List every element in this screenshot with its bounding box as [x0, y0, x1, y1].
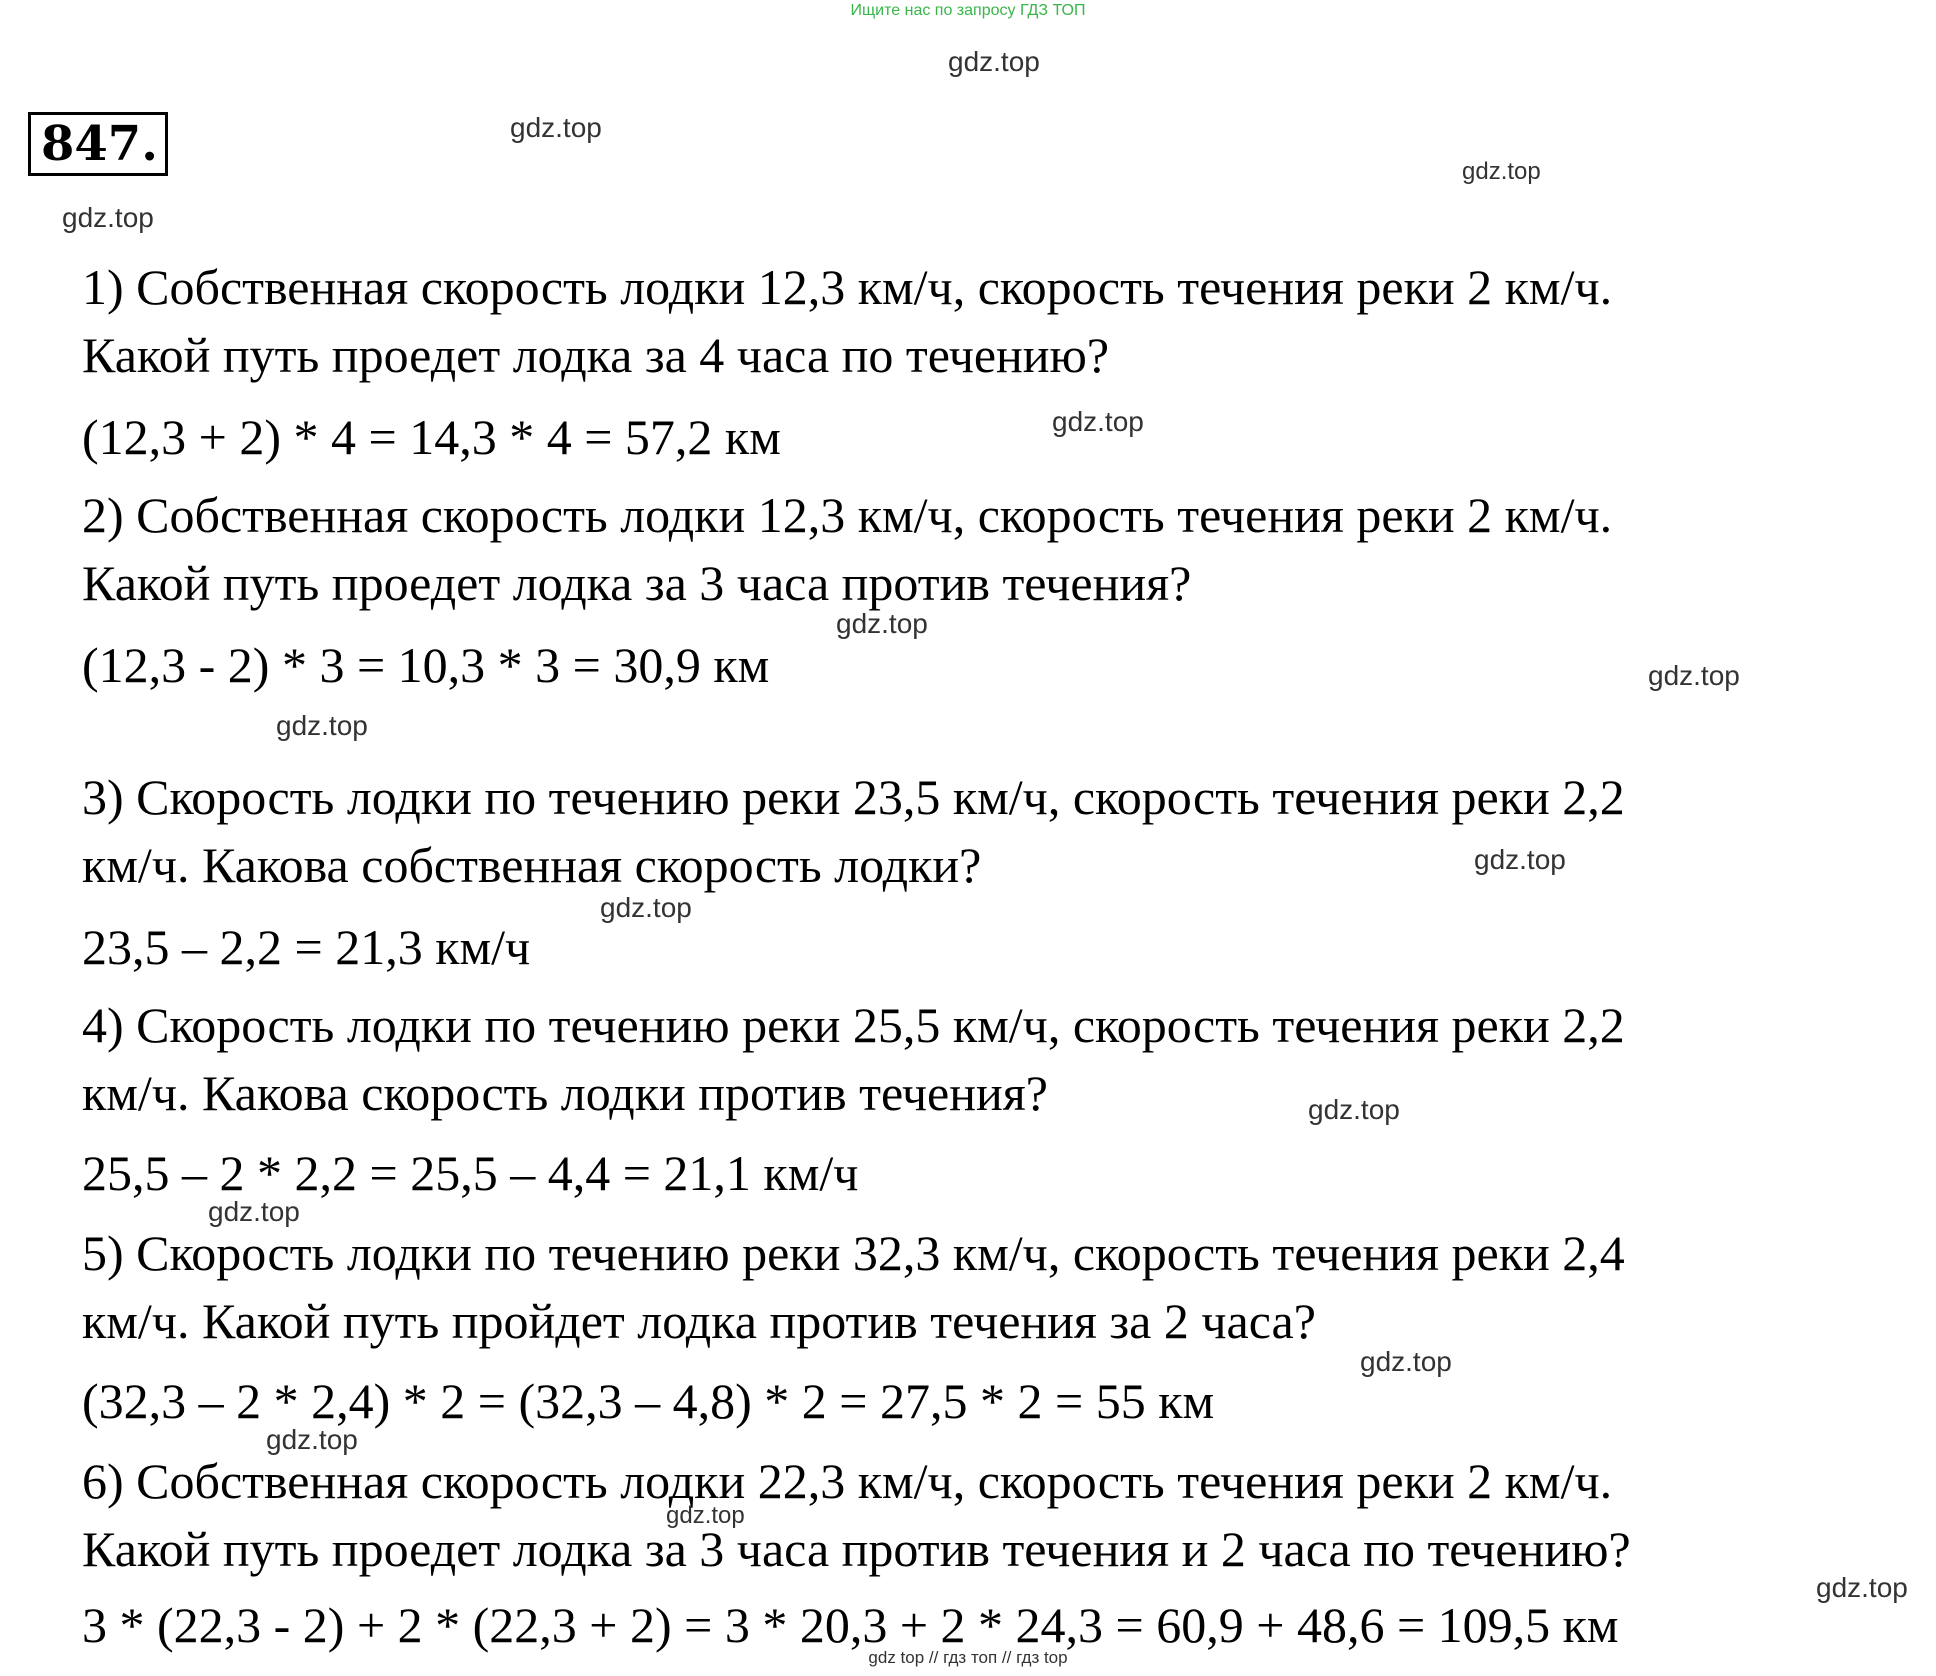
task-6-answer: 3 * (22,3 - 2) + 2 * (22,3 + 2) = 3 * 20,3 + 2 * 24,3 = 60,9 + 48,6 = 109,5 км	[82, 1597, 1619, 1653]
task-6-question-line-1: 6) Собственная скорость лодки 22,3 км/ч, скорость течения реки 2 км/ч.	[82, 1453, 1613, 1509]
task-3-answer: 23,5 – 2,2 = 21,3 км/ч	[82, 919, 531, 975]
watermark: gdz.top	[510, 112, 602, 143]
watermark: gdz.top	[1816, 1572, 1908, 1603]
task-6-question-line-2: Какой путь проедет лодка за 3 часа против течения и 2 часа по течению?	[82, 1521, 1631, 1577]
task-5-question-line-1: 5) Скорость лодки по течению реки 32,3 км/ч, скорость течения реки 2,4	[82, 1225, 1625, 1281]
task-4-question-line-2: км/ч. Какова скорость лодки против течения?	[82, 1065, 1048, 1121]
task-4-question-line-1: 4) Скорость лодки по течению реки 25,5 км/ч, скорость течения реки 2,2	[82, 997, 1625, 1053]
task-1-question-line-2: Какой путь проедет лодка за 4 часа по течению?	[82, 327, 1110, 383]
watermark: gdz.top	[1308, 1094, 1400, 1125]
task-1-answer: (12,3 + 2) * 4 = 14,3 * 4 = 57,2 км	[82, 409, 781, 465]
watermark: gdz.top	[948, 46, 1040, 77]
task-2-question-line-1: 2) Собственная скорость лодки 12,3 км/ч, скорость течения реки 2 км/ч.	[82, 487, 1613, 543]
watermark: gdz.top	[266, 1424, 358, 1455]
task-5-question-line-2: км/ч. Какой путь пройдет лодка против течения за 2 часа?	[82, 1293, 1316, 1349]
footer-watermark: gdz top // гдз топ // гдз top	[868, 1648, 1068, 1667]
task-3-question-line-1: 3) Скорость лодки по течению реки 23,5 км/ч, скорость течения реки 2,2	[82, 769, 1625, 825]
watermark: gdz.top	[1052, 406, 1144, 437]
top-search-hint: Ищите нас по запросу ГДЗ ТОП	[850, 2, 1086, 19]
watermark: gdz.top	[1474, 844, 1566, 875]
watermark: gdz.top	[836, 608, 928, 639]
task-2-answer: (12,3 - 2) * 3 = 10,3 * 3 = 30,9 км	[82, 637, 770, 693]
watermark: gdz.top	[600, 892, 692, 923]
task-5-answer: (32,3 – 2 * 2,4) * 2 = (32,3 – 4,8) * 2 = 27,5 * 2 = 55 км	[82, 1373, 1215, 1429]
task-3-question-line-2: км/ч. Какова собственная скорость лодки?	[82, 837, 982, 893]
problem-number: 847.	[28, 112, 168, 176]
watermark: gdz.top	[1360, 1346, 1452, 1377]
watermark: gdz.top	[1462, 158, 1541, 185]
watermark: gdz.top	[1648, 660, 1740, 691]
task-1-question-line-1: 1) Собственная скорость лодки 12,3 км/ч, скорость течения реки 2 км/ч.	[82, 259, 1613, 315]
task-2-question-line-2: Какой путь проедет лодка за 3 часа против течения?	[82, 555, 1192, 611]
watermark: gdz.top	[208, 1196, 300, 1227]
watermark: gdz.top	[62, 202, 154, 233]
watermark: gdz.top	[666, 1502, 745, 1529]
task-4-answer: 25,5 – 2 * 2,2 = 25,5 – 4,4 = 21,1 км/ч	[82, 1145, 859, 1201]
watermark: gdz.top	[276, 710, 368, 741]
